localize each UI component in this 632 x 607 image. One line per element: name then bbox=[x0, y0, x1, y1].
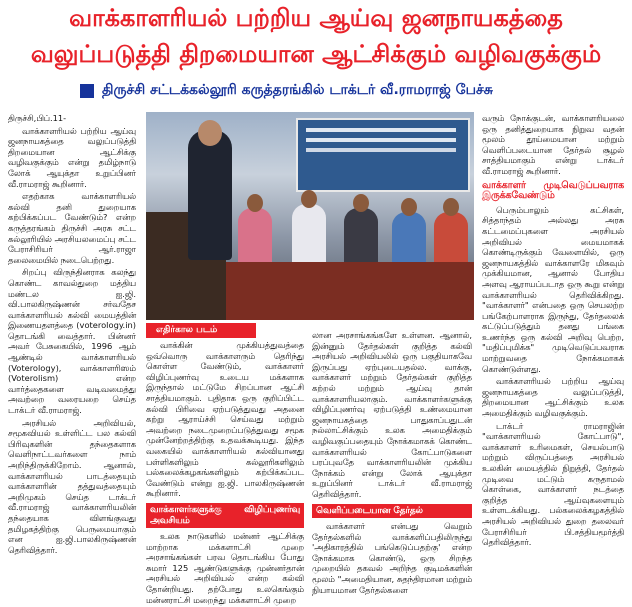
section-heading: வாக்காளர் முடிவெடுப்பவராக இருக்கவேண்டும் bbox=[482, 179, 624, 202]
paragraph: வாக்காளரியல் பற்றிய ஆய்வு ஜனநாயகத்தை வலுப்படுத்தி, திறமையான ஆட்சிக்கும் உலக அமைதிக்கும் வழிவகுக்கும். bbox=[482, 376, 624, 419]
headline-line-2: வலுப்படுத்தி திறமையான ஆட்சிக்கும் வழிவகுக்கும் bbox=[30, 40, 602, 68]
headline-line-1: வாக்காளரியல் பற்றிய ஆய்வு ஜனநாயகத்தை bbox=[69, 4, 563, 32]
paragraph: வாக்காளர் என்பது வெறும் தேர்தல்களில் வாக்களிப்பதிலிருந்து 'அதிகாரத்தில் பங்கெடுப்பதற்கு' என்ற நோக்கமாக கொண்டு, ஒரு சிறந்த முறையில் தகவல் அறிந்த குடிமக்களின் மூலம் "அமைதியான, சுதந்திரமான மற்றும் நியாயமான தேர்தல்களை bbox=[312, 521, 472, 595]
paragraph: வரும் நோக்குடன், வாக்காளரியலை ஒரு தனித்துறையாக நிறுவ வதன் மூலம் தூய்மையான மற்றும் வெளிப்படையான தேர்தல் சூழல் சாத்தியமாகும் என்று டாக்டர் வீ.ராமராஜ் கூறினார். bbox=[482, 113, 624, 176]
speaker-figure bbox=[188, 130, 232, 260]
subheadline bbox=[80, 80, 610, 102]
bullet-square-icon bbox=[80, 84, 94, 98]
paragraph: பெரும்பாலும் கட்சிகள், சித்தாந்தம் அல்லது அரசு கட்டமைப்புகளை அரசியல் அறிவியல் மையமாகக் கொண்டிருக்கும் வேளையில், ஒரு ஜனநாயகத்தில் வாக்காளரே மிகவும் முக்கியமான, ஆனால் போதிய அளவு ஆராயப்படாத ஒரு கூறு என்று வாக்காளரியல் தெரிவிக்கிறது. "வாக்காளர்" என்பதை ஒரு செயலற்ற பங்கேற்பாளராக இருந்து, தேர்தலைக் கட்டுப்படுத்தும் தனது பங்கை உணர்ந்த ஒரு கல்வி அறிவு பெற்ற, "மதிப்புமிக்க" முடிவெடுப்பவராக மாற்றுவதை நோக்கமாகக் கொண்டுள்ளது. bbox=[482, 204, 624, 374]
paragraph: வாக்கின் முக்கியத்துவத்தை ஒவ்வொரு வாக்காளரும் தெரிந்து கொள்ள வேண்டும், வாக்காளர் விழிப்புணர்வு உடைய மக்களாக இருந்தால் மட்டுமே சிறப்பான ஆட்சி சாத்தியமாகும். புதிதாக ஒரு குறிப்பிட்ட கல்வி பிரிவை ஏற்படுத்துவது அதனை கற்று ஆராய்ச்சி செய்வது மற்றும் அவற்றை நடைமுறைப்படுத்துவது சமூக முன்னேற்றத்திற்கு உதவக்கூடியது. இந்த வகையில் வாக்காளரியல் கல்வியானது பள்ளிகளிலும் கல்லூரிகளிலும் பல்கலைக்கழகங்களிலும் கற்பிக்கப்பட வேண்டும் என்று ஐ.ஜி. பாலகிருஷ்ணன் கூறினார். bbox=[146, 340, 304, 499]
dateline: திருச்சி,பிப்.11- bbox=[8, 113, 67, 123]
paragraph: டாக்டர் ராமராஜின் "வாக்காளரியல் கோட்பாடு", வாக்காளர் உரிமைகள், செயல்பாடு மற்றும் விருப்பத்தை அரசியல் உலகின் மையத்தில் நிறுத்தி, தேர்தல் முடிவை மட்டும் கருதாமல் கொள்கை, வாக்காளர் நடத்தை குறித்த ஆய்வுகளையும் உள்ளடக்கியது. பல்கலைக்கழகத்தில் அரசியல் அறிவியல் துறை தலைவர் பேராசிரியர் பி.சத்தியமூர்த்தி தெரிவித்தார். bbox=[482, 420, 624, 548]
section-heading: வாக்காளர்களுக்கு விழிப்புணர்வு அவசியம் bbox=[146, 503, 304, 528]
article-column-left bbox=[8, 113, 136, 557]
paragraph: சிறப்பு விருந்தினராக கலந்து கொண்ட காவல்துறை மத்திய மண்டல ஐ.ஜி. வி.பாலகிருஷ்ணன் சர்வதேச வாக்காளரியல் கல்வி மையத்தின் இணையதளத்தை (voterology.in) தொடங்கி வைத்தார். பின்னர் அவர் பேசுகையில், 1996 ஆம் ஆண்டில் வாக்காளரியல் (Voterology), வாக்காளரிஸம் (Voterolism) என்ற வார்த்தைகளை வடிவமைத்து அவற்றை வரையறை செய்த டாக்டர் வீ.ராமராஜ். bbox=[8, 267, 136, 416]
paragraph: லான அரசாங்கங்களே உள்ளன. ஆனால், இன்னும் தேர்தல்கள் குறித்த கல்வி அரசியல் அறிவியலில் ஒரு பகுதியாகவே இருப்பது ஏற்புடையதல்ல. வாக்கு, வாக்காளர் மற்றும் தேர்தல்கள் குறித்த கற்றல் மற்றும் ஆய்வு தான் வாக்காளரியலாகும். வாக்காளர்களுக்கு விழிப்புணர்வு ஏற்படுத்தி உண்மையான ஜனநாயகத்தை பாதுகாப்பதுடன் நல்லாட்சிக்கும் உலக அமைதிக்கும் வழிவகுப்பதையும் நோக்கமாகக் கொண்ட வாக்காளரியல் கோட்பாடுகளை பரப்புவதே வாக்காளரியலின் முக்கிய நோக்கம் என்று லோக் ஆயுக்தா உறுப்பினர் டாக்டர் வீ.ராமராஜ் தெரிவித்தார். bbox=[312, 330, 472, 499]
dais-table bbox=[226, 262, 474, 320]
paragraph: அரசியல் அறிவியல், சமூகவியல் உள்ளிட்ட பல கல்வி பிரிவுகளின் தந்தைகளாக வெளிநாட்டவர்களை நாம் அறிந்திருக்கிறோம். ஆனால், வாக்காளரியல் பாடத்தையும் வாக்காளரின் தத்துவத்தையும் அறிமுகம் செய்த டாக்டர் வீ.ராமராஜ் வாக்காளரியலின் தந்தையாக விளங்குவது தமிழகத்திற்கு பெருமையாகும் என ஐ.ஜி.பாலகிருஷ்ணன் தெரிவித்தார். bbox=[8, 417, 136, 555]
photo-caption: எதிர்கால படம் bbox=[146, 323, 256, 338]
subheadline-text: திருச்சி சட்டக்கல்லூரி கருத்தரங்கில் டாக்டர் வீ.ராமராஜ் பேச்சு bbox=[102, 82, 493, 98]
event-photo bbox=[146, 112, 474, 320]
paragraph: உலக நாடுகளில் மன்னர் ஆட்சிக்கு மாற்றாக மக்களாட்சி முறை அரசாங்கங்கள் பரவ தொடங்கிய போது சுமார் 125 ஆண்டுகளுக்கு முன்னர்தான் அரசியல் அறிவியல் என்ற கல்வி தோன்றியது. தற்போது உலகெங்கும் மன்னராட்சி மறைந்து மக்களாட்சி முறை bbox=[146, 531, 304, 605]
paragraph: வாக்காளரியல் பற்றிய ஆய்வு ஜனநாயகத்தை வலுப்படுத்தி திறமையான ஆட்சிக்கு வழிவகுக்கும் என்று தமிழ்நாடு லோக் ஆயுக்தா உறுப்பினர் வீ.ராமராஜ் கூறினார். bbox=[8, 125, 136, 189]
article-column-mid-1 bbox=[146, 340, 304, 607]
article-column-mid-2 bbox=[312, 330, 472, 597]
section-heading: வெளிப்படையான தேர்தல் bbox=[312, 504, 472, 519]
paragraph: எதற்காக வாக்காளரியல் கல்வி தனி துறையாக கற்பிக்கப்பட வேண்டும்? என்ற கருத்தரங்கம் திருச்சி அரசு சட்ட கல்லூரியில் அரசியலமைப்பு சட்ட பேராசிரியர் ஆர்.ராஜா தலைமையில் நடைபெற்றது. bbox=[8, 191, 136, 265]
article-column-right bbox=[482, 113, 624, 550]
